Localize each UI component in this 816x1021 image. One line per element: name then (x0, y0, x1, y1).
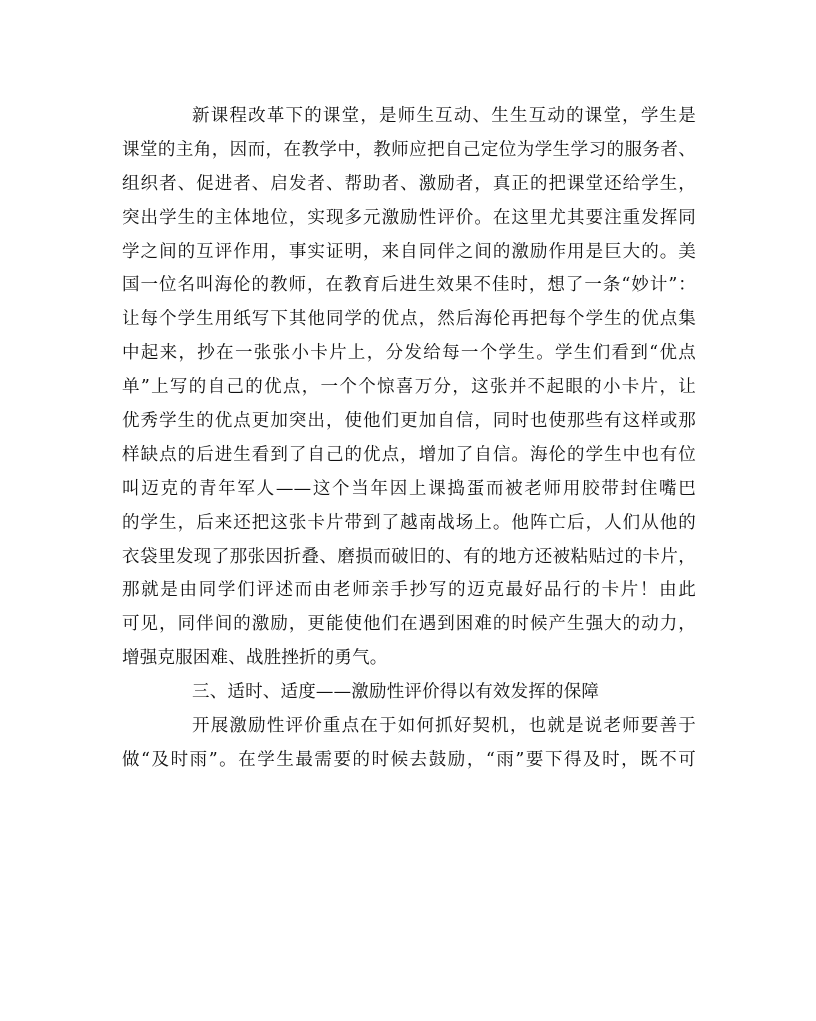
paragraph-2-line: 做“及时雨”。在学生最需要的时候去鼓励，“雨”要下得及时，既不可 (122, 749, 696, 770)
paragraph-1-line: 国一位名叫海伦的教师，在教育后进生效果不佳时，想了一条“妙计”： (122, 275, 696, 296)
paragraph-1-line: 组织者、促进者、启发者、帮助者、激励者，真正的把课堂还给学生， (122, 173, 696, 194)
paragraph-1-line: 的学生，后来还把这张卡片带到了越南战场上。他阵亡后，人们从他的 (122, 512, 696, 533)
paragraph-1-line: 样缺点的后进生看到了自己的优点，增加了自信。海伦的学生中也有位 (122, 444, 696, 465)
document-body (122, 100, 696, 778)
paragraph-1-line: 新课程改革下的课堂，是师生互动、生生互动的课堂，学生是 (192, 106, 696, 126)
paragraph-1-line: 中起来，抄在一张张小卡片上，分发给每一个学生。学生们看到“优点 (122, 343, 696, 364)
paragraph-2-line: 开展激励性评价重点在于如何抓好契机，也就是说老师要善于 (192, 716, 696, 737)
paragraph-1-line: 叫迈克的青年军人——这个当年因上课捣蛋而被老师用胶带封住嘴巴 (122, 478, 696, 499)
paragraph-1-line: 那就是由同学们评述而由老师亲手抄写的迈克最好品行的卡片！由此 (122, 580, 696, 601)
section-heading: 三、适时、适度——激励性评价得以有效发挥的保障 (192, 682, 600, 703)
paragraph-1-line: 衣袋里发现了那张因折叠、磨损而破旧的、有的地方还被粘贴过的卡片， (122, 546, 696, 567)
paragraph-1-line: 突出学生的主体地位，实现多元激励性评价。在这里尤其要注重发挥同 (122, 207, 696, 228)
paragraph-1-line: 增强克服困难、战胜挫折的勇气。 (122, 648, 388, 669)
paragraph-1-line: 优秀学生的优点更加突出，使他们更加自信，同时也使那些有这样或那 (122, 411, 696, 432)
paragraph-1-line: 让每个学生用纸写下其他同学的优点，然后海伦再把每个学生的优点集 (122, 309, 696, 330)
paragraph-1-line: 学之间的互评作用，事实证明，来自同伴之间的激励作用是巨大的。美 (122, 241, 696, 262)
paragraph-1-line: 可见，同伴间的激励，更能使他们在遇到困难的时候产生强大的动力， (122, 614, 696, 635)
paragraph-1-line: 单”上写的自己的优点，一个个惊喜万分，这张并不起眼的小卡片，让 (122, 377, 696, 398)
paragraph-1-line: 课堂的主角，因而，在教学中，教师应把自己定位为学生学习的服务者、 (122, 139, 696, 160)
